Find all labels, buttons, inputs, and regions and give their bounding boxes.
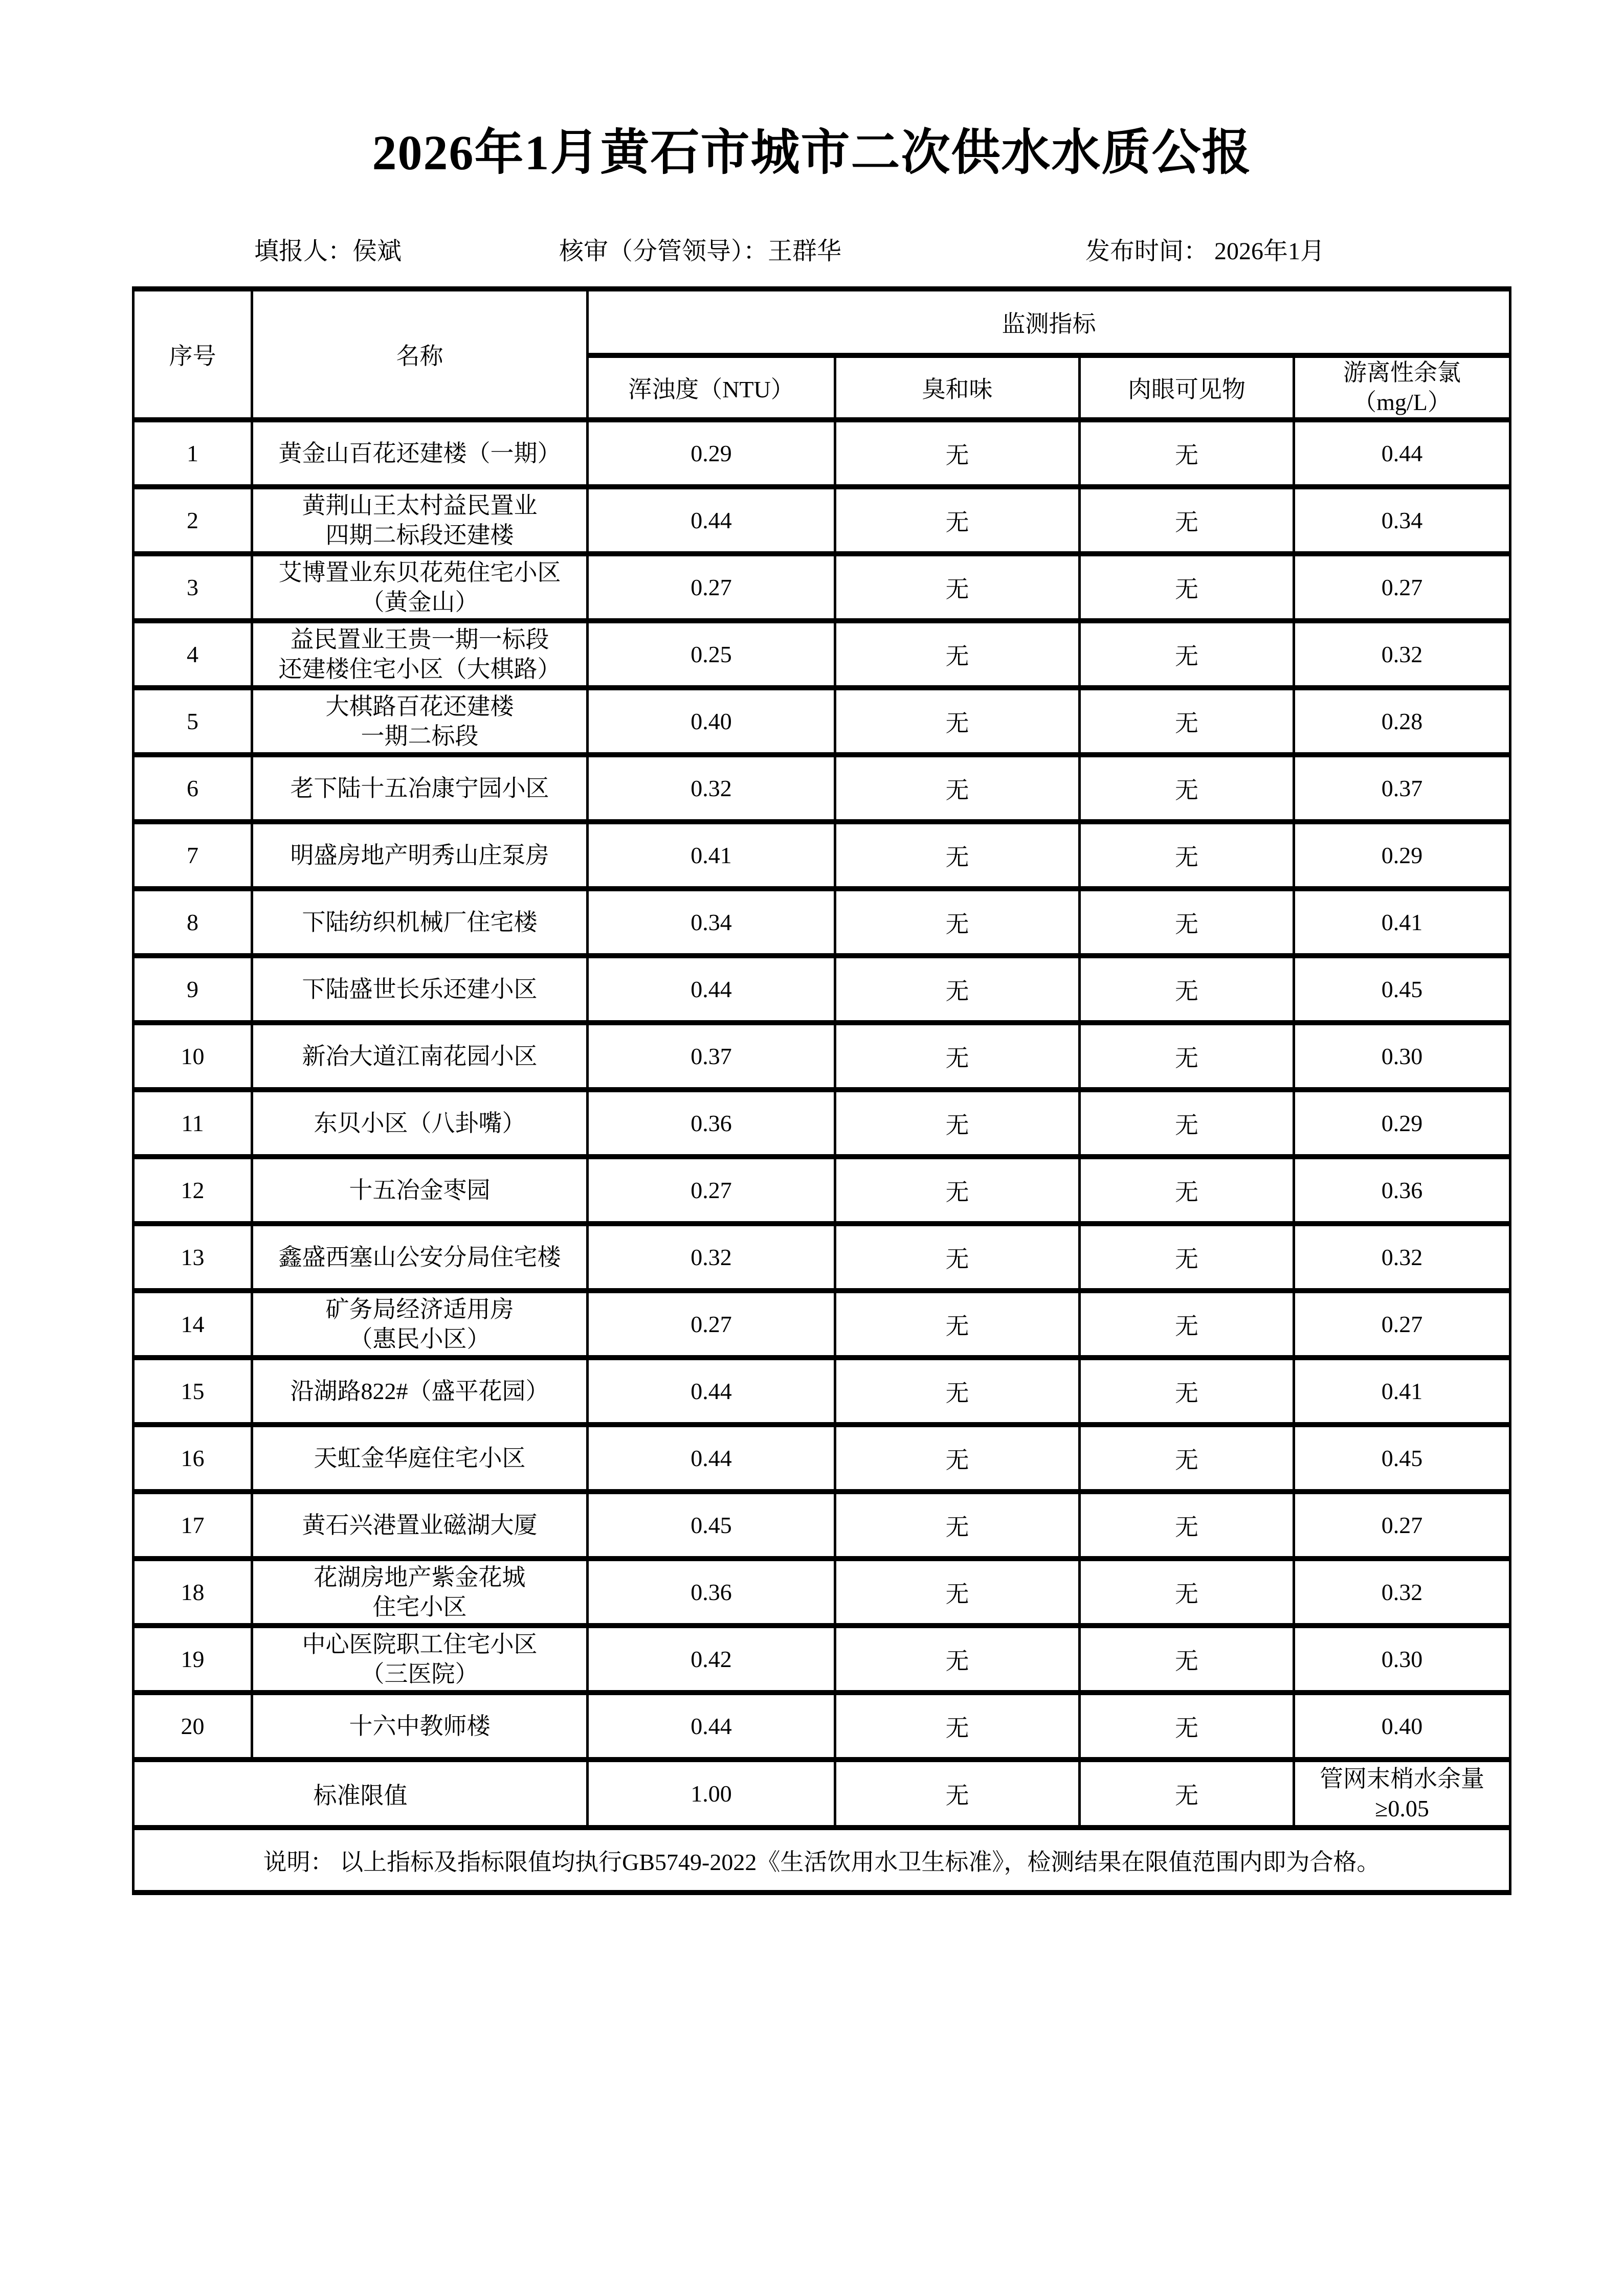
visible-matter-cell <box>1080 554 1294 621</box>
visible-matter-cell <box>1080 1023 1294 1090</box>
row-odor: 无 <box>945 1045 969 1071</box>
chlorine-cell <box>1294 755 1510 822</box>
row-seq: 7 <box>187 842 198 868</box>
row-turbidity: 0.29 <box>691 440 732 466</box>
chlorine-cell <box>1294 956 1510 1023</box>
visible-matter-cell <box>1080 1157 1294 1224</box>
name-cell <box>252 688 588 755</box>
odor-cell <box>835 1023 1080 1090</box>
page-title: 2026年1月黄石市城市二次供水水质公报 <box>372 125 1252 180</box>
chlorine-cell <box>1294 621 1510 688</box>
visible-matter-cell <box>1080 1090 1294 1157</box>
odor-cell <box>835 889 1080 956</box>
name-cell <box>252 1291 588 1358</box>
row-seq: 8 <box>187 909 198 935</box>
chlorine-cell <box>1294 889 1510 956</box>
note-cell: 说明： 以上指标及指标限值均执行GB5749-2022《生活饮用水卫生标准》，检测结果在限值范围内即为合格。 <box>134 1828 1510 1893</box>
row-visible-matter: 无 <box>1175 1447 1198 1473</box>
row-seq: 19 <box>181 1646 205 1672</box>
turbidity-cell <box>588 1291 835 1358</box>
row-chlorine: 0.34 <box>1381 507 1423 533</box>
table-row <box>134 621 1510 688</box>
table-row <box>134 1090 1510 1157</box>
row-turbidity: 0.42 <box>691 1646 732 1672</box>
row-chlorine: 0.45 <box>1381 976 1423 1002</box>
name-cell <box>252 822 588 889</box>
name-cell <box>252 889 588 956</box>
row-chlorine: 0.41 <box>1381 909 1423 935</box>
seq-cell <box>134 621 252 688</box>
visible-matter-cell <box>1080 956 1294 1023</box>
header-row-1 <box>134 289 1510 355</box>
limit-chlorine-line1: 管网末梢水余量 <box>1320 1765 1484 1792</box>
table-row <box>134 420 1510 487</box>
visible-matter-cell <box>1080 755 1294 822</box>
chlorine-cell <box>1294 1090 1510 1157</box>
seq-cell <box>134 889 252 956</box>
chlorine-cell <box>1294 1559 1510 1626</box>
meta-line <box>0 231 1624 267</box>
name-cell <box>252 1425 588 1492</box>
seq-cell <box>134 1224 252 1291</box>
limit-chlorine-line2: ≥0.05 <box>1375 1795 1429 1821</box>
chlorine-cell <box>1294 688 1510 755</box>
row-name-line1: 新冶大道江南花园小区 <box>302 1043 538 1069</box>
chlorine-cell <box>1294 1358 1510 1425</box>
turbidity-cell <box>588 1492 835 1559</box>
row-name-line1: 黄荆山王太村益民置业 <box>302 492 538 519</box>
turbidity-cell <box>588 889 835 956</box>
seq-cell <box>134 1492 252 1559</box>
row-chlorine: 0.27 <box>1381 1311 1423 1337</box>
odor-cell <box>835 822 1080 889</box>
name-cell <box>252 1626 588 1693</box>
name-cell <box>252 1023 588 1090</box>
odor-cell <box>835 621 1080 688</box>
row-chlorine: 0.40 <box>1381 1713 1423 1739</box>
header-turbidity: 浑浊度（NTU） <box>588 355 835 420</box>
header-name: 名称 <box>252 289 588 420</box>
row-visible-matter: 无 <box>1175 509 1198 535</box>
row-name-line2: 一期二标段 <box>361 723 479 749</box>
row-name-line1: 黄石兴港置业磁湖大厦 <box>302 1512 538 1538</box>
visible-matter-cell <box>1080 1291 1294 1358</box>
row-seq: 9 <box>187 976 198 1002</box>
visible-matter-cell <box>1080 1358 1294 1425</box>
row-seq: 3 <box>187 574 198 600</box>
visible-matter-cell <box>1080 1425 1294 1492</box>
preparer-field: 填报人：侯斌 <box>254 238 402 265</box>
turbidity-cell <box>588 1559 835 1626</box>
header-seq: 序号 <box>134 289 252 420</box>
visible-matter-cell <box>1080 420 1294 487</box>
turbidity-cell <box>588 1224 835 1291</box>
row-visible-matter: 无 <box>1175 911 1198 937</box>
row-odor: 无 <box>945 978 969 1004</box>
odor-cell <box>835 1425 1080 1492</box>
publish-time-field: 发布时间： 2026年1月 <box>1085 238 1325 265</box>
odor-cell <box>835 420 1080 487</box>
row-name-line1: 黄金山百花还建楼（一期） <box>278 440 561 466</box>
row-chlorine: 0.41 <box>1381 1378 1423 1404</box>
row-seq: 18 <box>181 1579 205 1605</box>
seq-cell <box>134 1358 252 1425</box>
row-name-line1: 鑫盛西塞山公安分局住宅楼 <box>278 1244 561 1270</box>
row-seq: 16 <box>181 1445 205 1471</box>
visible-matter-cell <box>1080 1626 1294 1693</box>
limit-row <box>134 1760 1510 1828</box>
table-row <box>134 1559 1510 1626</box>
chlorine-cell <box>1294 487 1510 554</box>
water-quality-table <box>132 286 1511 1895</box>
row-name-line2: 还建楼住宅小区（大棋路） <box>278 656 561 682</box>
name-cell <box>252 1090 588 1157</box>
row-odor: 无 <box>945 1715 969 1741</box>
row-seq: 20 <box>181 1713 205 1739</box>
row-visible-matter: 无 <box>1175 442 1198 468</box>
row-chlorine: 0.30 <box>1381 1043 1423 1069</box>
odor-cell <box>835 956 1080 1023</box>
name-cell <box>252 1157 588 1224</box>
turbidity-cell <box>588 554 835 621</box>
chlorine-cell <box>1294 1023 1510 1090</box>
row-name-line1: 老下陆十五冶康宁园小区 <box>290 775 549 801</box>
row-chlorine: 0.32 <box>1381 1244 1423 1270</box>
name-cell <box>252 755 588 822</box>
chlorine-cell <box>1294 822 1510 889</box>
chlorine-cell <box>1294 420 1510 487</box>
name-cell <box>252 1693 588 1760</box>
odor-cell <box>835 1626 1080 1693</box>
table-row <box>134 1693 1510 1760</box>
header-chlorine-line2: （mg/L） <box>1353 389 1451 415</box>
table-body <box>134 420 1510 1760</box>
row-seq: 4 <box>187 641 198 667</box>
row-visible-matter: 无 <box>1175 576 1198 602</box>
header-indicators-group: 监测指标 <box>588 289 1510 355</box>
seq-cell <box>134 956 252 1023</box>
row-turbidity: 0.27 <box>691 1311 732 1337</box>
limit-visible-matter-cell: 无 <box>1080 1760 1294 1828</box>
row-visible-matter: 无 <box>1175 844 1198 870</box>
visible-matter-cell <box>1080 688 1294 755</box>
visible-matter-cell <box>1080 822 1294 889</box>
odor-cell <box>835 1693 1080 1760</box>
row-name-line2: 住宅小区 <box>372 1593 467 1620</box>
row-name-line2: 四期二标段还建楼 <box>325 522 514 548</box>
row-turbidity: 0.44 <box>691 1378 732 1404</box>
row-seq: 2 <box>187 507 198 533</box>
name-cell <box>252 420 588 487</box>
row-visible-matter: 无 <box>1175 1715 1198 1741</box>
table-header <box>134 289 1510 420</box>
table-row <box>134 1023 1510 1090</box>
odor-cell <box>835 1224 1080 1291</box>
row-odor: 无 <box>945 1581 969 1607</box>
table-row <box>134 1425 1510 1492</box>
row-turbidity: 0.25 <box>691 641 732 667</box>
row-name-line1: 花湖房地产紫金花城 <box>314 1564 526 1590</box>
row-visible-matter: 无 <box>1175 1045 1198 1071</box>
name-cell <box>252 1492 588 1559</box>
row-seq: 1 <box>187 440 198 466</box>
row-name-line1: 天虹金华庭住宅小区 <box>314 1445 526 1471</box>
table-row <box>134 1291 1510 1358</box>
seq-cell <box>134 1559 252 1626</box>
row-visible-matter: 无 <box>1175 643 1198 669</box>
turbidity-cell <box>588 822 835 889</box>
row-seq: 10 <box>181 1043 205 1069</box>
row-visible-matter: 无 <box>1175 1112 1198 1138</box>
row-chlorine: 0.27 <box>1381 1512 1423 1538</box>
seq-cell <box>134 1157 252 1224</box>
seq-cell <box>134 1425 252 1492</box>
table-row <box>134 554 1510 621</box>
limit-label-cell: 标准限值 <box>134 1760 588 1828</box>
chlorine-cell <box>1294 554 1510 621</box>
row-name-line1: 明盛房地产明秀山庄泵房 <box>290 842 549 868</box>
turbidity-cell <box>588 688 835 755</box>
chlorine-cell <box>1294 1157 1510 1224</box>
seq-cell <box>134 688 252 755</box>
row-turbidity: 0.36 <box>691 1579 732 1605</box>
visible-matter-cell <box>1080 487 1294 554</box>
row-turbidity: 0.27 <box>691 1177 732 1203</box>
row-odor: 无 <box>945 777 969 803</box>
chlorine-cell <box>1294 1224 1510 1291</box>
row-visible-matter: 无 <box>1175 1246 1198 1272</box>
turbidity-cell <box>588 755 835 822</box>
row-name-line1: 沿湖路822#（盛平花园） <box>290 1378 549 1404</box>
row-name-line1: 矿务局经济适用房 <box>325 1296 514 1322</box>
row-name-line1: 十五冶金枣园 <box>349 1177 491 1203</box>
row-odor: 无 <box>945 1246 969 1272</box>
row-odor: 无 <box>945 1313 969 1339</box>
row-name-line1: 艾博置业东贝花苑住宅小区 <box>278 559 561 586</box>
turbidity-cell <box>588 1358 835 1425</box>
row-turbidity: 0.40 <box>691 708 732 734</box>
row-turbidity: 0.45 <box>691 1512 732 1538</box>
row-seq: 15 <box>181 1378 205 1404</box>
turbidity-cell <box>588 420 835 487</box>
table-row <box>134 1358 1510 1425</box>
row-turbidity: 0.34 <box>691 909 732 935</box>
turbidity-cell <box>588 956 835 1023</box>
chlorine-cell <box>1294 1291 1510 1358</box>
name-cell <box>252 554 588 621</box>
row-odor: 无 <box>945 710 969 736</box>
odor-cell <box>835 487 1080 554</box>
row-seq: 5 <box>187 708 198 734</box>
row-visible-matter: 无 <box>1175 1581 1198 1607</box>
visible-matter-cell <box>1080 1559 1294 1626</box>
row-turbidity: 0.32 <box>691 775 732 801</box>
chlorine-cell <box>1294 1425 1510 1492</box>
visible-matter-cell <box>1080 1224 1294 1291</box>
row-chlorine: 0.28 <box>1381 708 1423 734</box>
row-odor: 无 <box>945 509 969 535</box>
row-visible-matter: 无 <box>1175 978 1198 1004</box>
turbidity-cell <box>588 487 835 554</box>
row-turbidity: 0.27 <box>691 574 732 600</box>
turbidity-cell <box>588 621 835 688</box>
row-odor: 无 <box>945 1648 969 1674</box>
row-chlorine: 0.29 <box>1381 842 1423 868</box>
visible-matter-cell <box>1080 1492 1294 1559</box>
name-cell <box>252 1358 588 1425</box>
turbidity-cell <box>588 1023 835 1090</box>
chlorine-cell <box>1294 1693 1510 1760</box>
seq-cell <box>134 755 252 822</box>
limit-chlorine-cell <box>1294 1760 1510 1828</box>
turbidity-cell <box>588 1626 835 1693</box>
odor-cell <box>835 755 1080 822</box>
row-chlorine: 0.30 <box>1381 1646 1423 1672</box>
seq-cell <box>134 1090 252 1157</box>
row-odor: 无 <box>945 1514 969 1540</box>
row-turbidity: 0.37 <box>691 1043 732 1069</box>
table-row <box>134 755 1510 822</box>
row-odor: 无 <box>945 1112 969 1138</box>
header-visible-matter: 肉眼可见物 <box>1080 355 1294 420</box>
seq-cell <box>134 554 252 621</box>
visible-matter-cell <box>1080 621 1294 688</box>
row-name-line1: 十六中教师楼 <box>349 1713 491 1739</box>
row-chlorine: 0.36 <box>1381 1177 1423 1203</box>
row-odor: 无 <box>945 844 969 870</box>
odor-cell <box>835 1559 1080 1626</box>
row-name-line2: （惠民小区） <box>349 1325 491 1352</box>
row-visible-matter: 无 <box>1175 777 1198 803</box>
row-turbidity: 0.32 <box>691 1244 732 1270</box>
row-seq: 11 <box>181 1110 204 1136</box>
chlorine-cell <box>1294 1626 1510 1693</box>
table-row <box>134 1492 1510 1559</box>
row-visible-matter: 无 <box>1175 1648 1198 1674</box>
odor-cell <box>835 688 1080 755</box>
turbidity-cell <box>588 1693 835 1760</box>
name-cell <box>252 1559 588 1626</box>
row-visible-matter: 无 <box>1175 710 1198 736</box>
row-visible-matter: 无 <box>1175 1313 1198 1339</box>
row-seq: 14 <box>181 1311 205 1337</box>
reviewer-field: 核审（分管领导）：王群华 <box>559 238 842 265</box>
seq-cell <box>134 1626 252 1693</box>
table-row <box>134 822 1510 889</box>
seq-cell <box>134 1693 252 1760</box>
row-chlorine: 0.29 <box>1381 1110 1423 1136</box>
table-row <box>134 956 1510 1023</box>
table-row <box>134 1224 1510 1291</box>
row-odor: 无 <box>945 643 969 669</box>
odor-cell <box>835 1090 1080 1157</box>
row-odor: 无 <box>945 1380 969 1406</box>
seq-cell <box>134 1291 252 1358</box>
turbidity-cell <box>588 1090 835 1157</box>
odor-cell <box>835 1358 1080 1425</box>
row-name-line1: 中心医院职工住宅小区 <box>302 1631 538 1657</box>
odor-cell <box>835 1291 1080 1358</box>
turbidity-cell <box>588 1157 835 1224</box>
row-visible-matter: 无 <box>1175 1179 1198 1205</box>
row-visible-matter: 无 <box>1175 1380 1198 1406</box>
table-row <box>134 487 1510 554</box>
row-chlorine: 0.32 <box>1381 1579 1423 1605</box>
row-turbidity: 0.41 <box>691 842 732 868</box>
table-row <box>134 1626 1510 1693</box>
row-seq: 6 <box>187 775 198 801</box>
row-turbidity: 0.44 <box>691 976 732 1002</box>
row-name-line2: （三医院） <box>361 1660 479 1687</box>
name-cell <box>252 956 588 1023</box>
table-footer <box>134 1760 1510 1893</box>
row-turbidity: 0.36 <box>691 1110 732 1136</box>
odor-cell <box>835 1492 1080 1559</box>
row-name-line1: 益民置业王贵一期一标段 <box>290 626 549 652</box>
seq-cell <box>134 487 252 554</box>
odor-cell <box>835 554 1080 621</box>
seq-cell <box>134 420 252 487</box>
table-row <box>134 1157 1510 1224</box>
row-name-line2: （黄金山） <box>361 589 479 615</box>
row-turbidity: 0.44 <box>691 507 732 533</box>
row-chlorine: 0.45 <box>1381 1445 1423 1471</box>
row-visible-matter: 无 <box>1175 1514 1198 1540</box>
row-name-line1: 大棋路百花还建楼 <box>325 693 514 719</box>
name-cell <box>252 487 588 554</box>
visible-matter-cell <box>1080 889 1294 956</box>
row-turbidity: 0.44 <box>691 1445 732 1471</box>
note-row <box>134 1828 1510 1893</box>
visible-matter-cell <box>1080 1693 1294 1760</box>
row-seq: 13 <box>181 1244 205 1270</box>
row-name-line1: 下陆盛世长乐还建小区 <box>302 976 538 1002</box>
row-odor: 无 <box>945 576 969 602</box>
row-chlorine: 0.44 <box>1381 440 1423 466</box>
row-odor: 无 <box>945 1447 969 1473</box>
row-chlorine: 0.37 <box>1381 775 1423 801</box>
row-chlorine: 0.32 <box>1381 641 1423 667</box>
row-seq: 17 <box>181 1512 205 1538</box>
chlorine-cell <box>1294 1492 1510 1559</box>
row-odor: 无 <box>945 442 969 468</box>
name-cell <box>252 621 588 688</box>
table-row <box>134 688 1510 755</box>
turbidity-cell <box>588 1425 835 1492</box>
seq-cell <box>134 822 252 889</box>
limit-odor-cell: 无 <box>835 1760 1080 1828</box>
table-row <box>134 889 1510 956</box>
row-odor: 无 <box>945 911 969 937</box>
odor-cell <box>835 1157 1080 1224</box>
row-seq: 12 <box>181 1177 205 1203</box>
limit-turbidity-cell: 1.00 <box>588 1760 835 1828</box>
row-name-line1: 下陆纺织机械厂住宅楼 <box>302 909 538 935</box>
row-name-line1: 东贝小区（八卦嘴） <box>314 1110 526 1136</box>
header-chlorine-line1: 游离性余氯 <box>1343 359 1461 386</box>
header-odor: 臭和味 <box>835 355 1080 420</box>
row-chlorine: 0.27 <box>1381 574 1423 600</box>
row-turbidity: 0.44 <box>691 1713 732 1739</box>
seq-cell <box>134 1023 252 1090</box>
name-cell <box>252 1224 588 1291</box>
header-chlorine <box>1294 355 1510 420</box>
row-odor: 无 <box>945 1179 969 1205</box>
